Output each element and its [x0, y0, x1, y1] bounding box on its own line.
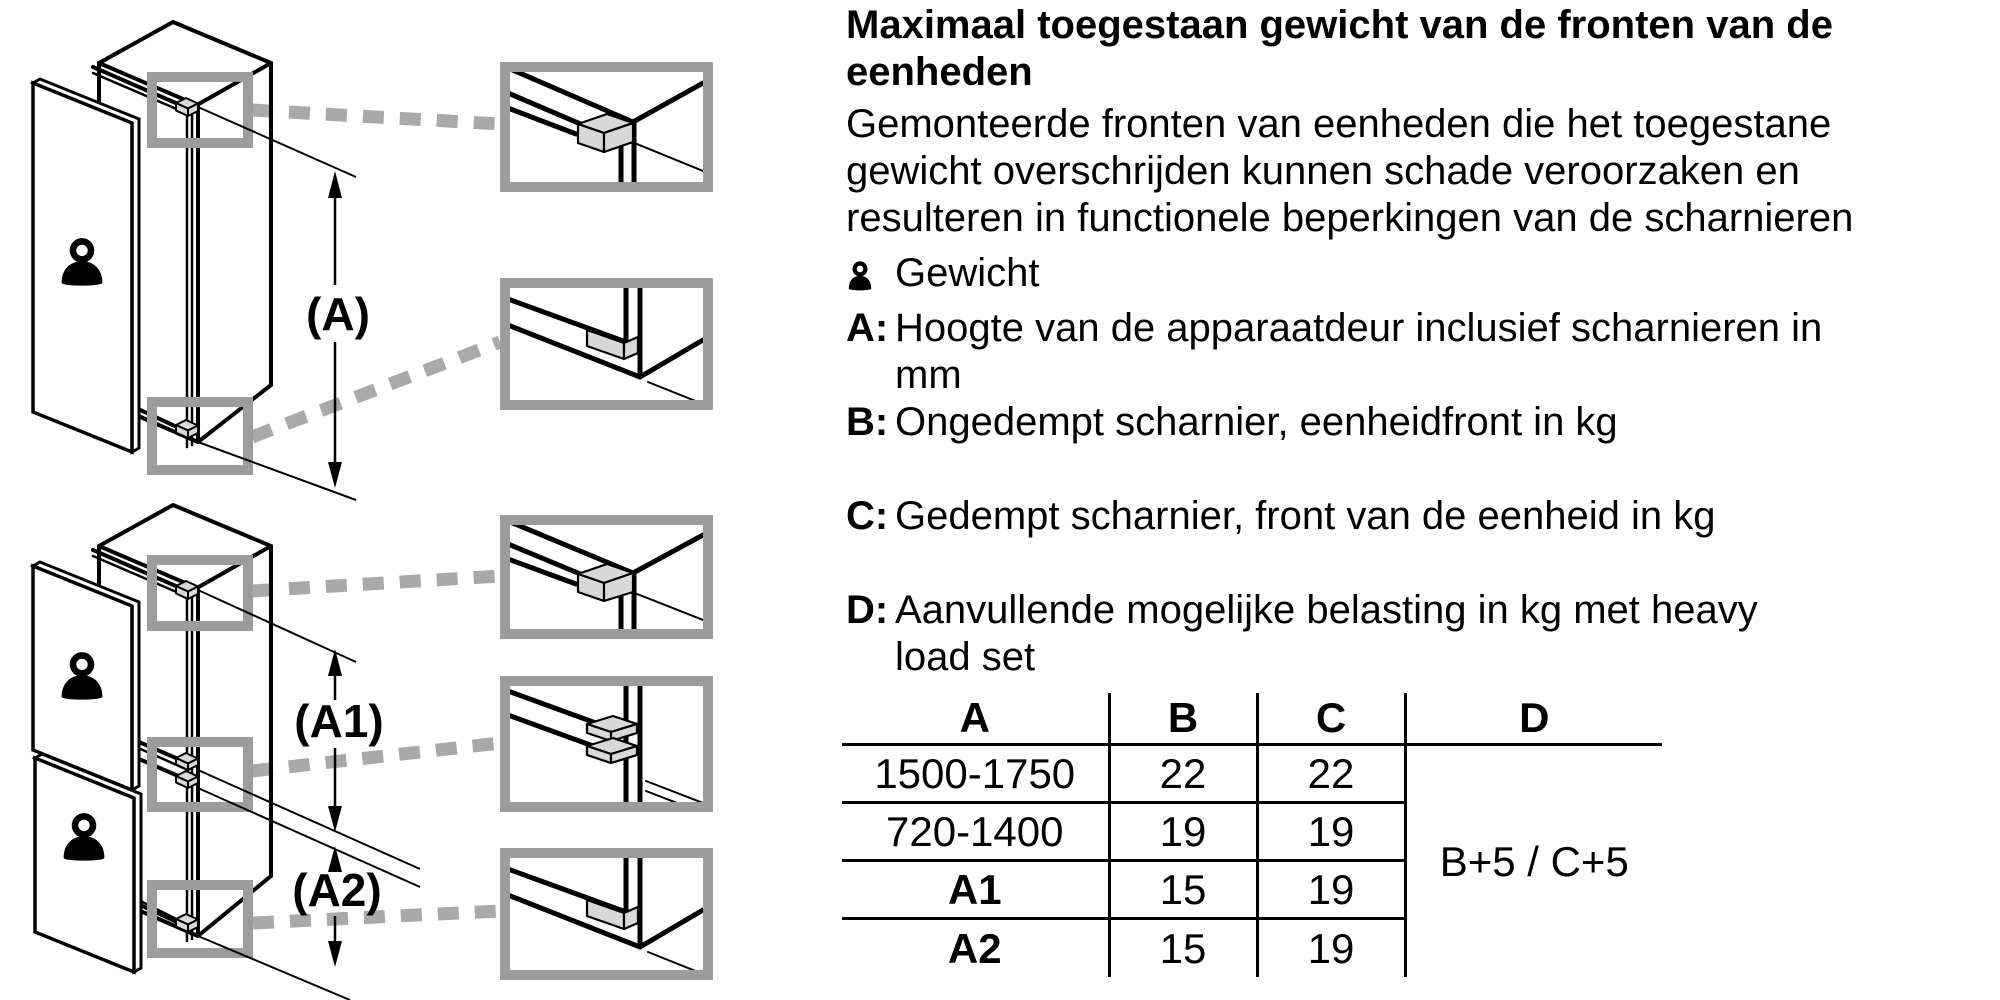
cell-height-range: A1	[842, 861, 1109, 919]
hinge-detail-box-4	[505, 681, 708, 813]
dim-label-a: (A)	[306, 288, 370, 340]
cell-b-value: 19	[1109, 803, 1257, 861]
legend-item-d	[846, 587, 1998, 681]
legend-text-line: Hoogte van de apparaatdeur inclusief scharnieren in	[895, 306, 1823, 350]
weight-icon	[846, 250, 895, 305]
hinge-detail-box-5	[505, 853, 708, 975]
cell-d-value: B+5 / C+5	[1439, 837, 1629, 885]
table-header-row	[842, 693, 1662, 745]
legend-key-d: D:	[846, 588, 889, 632]
callout-line-middle-hinge-b	[252, 743, 500, 771]
dimension-arrow-a2	[292, 846, 381, 967]
legend-item-b	[846, 399, 1998, 446]
cell-b-value: 15	[1109, 919, 1257, 978]
cell-b-value: 15	[1109, 861, 1257, 919]
hinge-block-middle	[176, 753, 198, 788]
table-row	[842, 745, 1662, 803]
column-header-d: D	[1405, 693, 1662, 745]
dimension-arrow-a	[306, 171, 370, 488]
legend-key-a: A:	[846, 306, 889, 350]
legend-key-c: C:	[846, 494, 889, 538]
furniture-front-panel	[33, 79, 139, 452]
column-header-b: B	[1109, 693, 1257, 745]
figure-single-door-appliance	[33, 22, 370, 500]
legend-item-weight	[846, 250, 1998, 305]
legend	[846, 250, 1998, 681]
legend-text-line: Ongedempt scharnier, eenheidfront in kg	[895, 400, 1618, 444]
legend-item-c	[846, 493, 1998, 540]
text-column	[846, 2, 1998, 681]
legend-item-a	[846, 305, 1998, 399]
dim-label-a2: (A2)	[292, 864, 382, 916]
column-header-c: C	[1257, 693, 1405, 745]
intro-paragraph	[846, 101, 1998, 242]
cell-c-value: 19	[1257, 803, 1405, 861]
cell-b-value: 22	[1109, 745, 1257, 803]
cell-c-value: 19	[1257, 919, 1405, 978]
cell-c-value: 22	[1257, 745, 1405, 803]
hinge-detail-box-1	[505, 67, 708, 187]
page-title	[846, 2, 1998, 96]
intro-line: Gemonteerde fronten van eenheden die het toegestane	[846, 102, 1832, 146]
callout-line-top-hinge-b	[252, 576, 500, 591]
intro-line: gewicht overschrijden kunnen schade veroorzaken en	[846, 149, 1800, 193]
intro-line: resulteren in functionele beperkingen van de scharnieren	[846, 196, 1854, 240]
dim-label-a1: (A1)	[294, 695, 384, 747]
callout-line-top-hinge-a	[252, 110, 500, 124]
cell-height-range: A2	[842, 919, 1109, 978]
legend-text-line: Gedempt scharnier, front van de eenheid in kg	[895, 494, 1716, 538]
legend-key-b: B:	[846, 400, 889, 444]
cell-height-range: 720-1400	[842, 803, 1109, 861]
title-line: Maximaal toegestaan gewicht van de fronten van de	[846, 3, 1833, 47]
hinge-detail-box-2	[505, 283, 708, 405]
legend-text-line: Aanvullende mogelijke belasting in kg met heavy	[895, 588, 1758, 632]
cell-height-range: 1500-1750	[842, 745, 1109, 803]
column-header-a: A	[842, 693, 1109, 745]
dimension-arrow-a1	[294, 649, 383, 832]
callout-line-bottom-hinge-a	[252, 342, 500, 437]
furniture-front-panel-lower	[35, 754, 141, 972]
weight-spec-table	[842, 693, 1662, 977]
legend-text-line: load set	[895, 635, 1036, 679]
reference-lines	[198, 590, 420, 1000]
legend-text-line: mm	[895, 353, 962, 397]
title-line: eenheden	[846, 50, 1033, 94]
installation-diagram	[0, 0, 840, 1000]
cell-c-value: 19	[1257, 861, 1405, 919]
legend-label-weight: Gewicht	[895, 251, 1040, 295]
hinge-detail-box-3	[505, 520, 708, 634]
callout-dashed-lines	[252, 110, 500, 923]
